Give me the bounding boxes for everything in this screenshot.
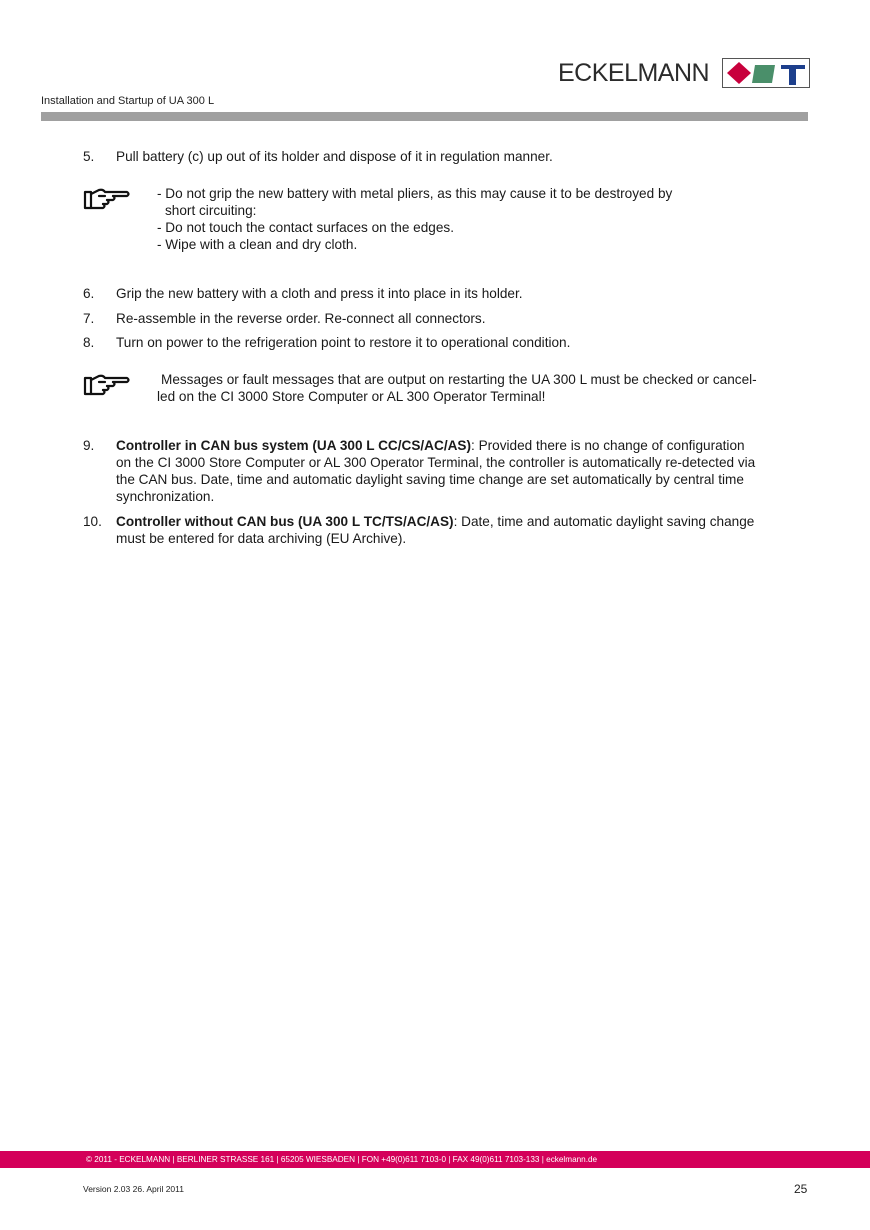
step-9 [83, 437, 813, 505]
note-line: - Do not grip the new battery with metal pliers, as this may cause it to be destroyed by [157, 186, 673, 201]
footer-address: © 2011 - ECKELMANN | BERLINER STRASSE 161 | 65205 WIESBADEN | FON +49(0)611 7103-0 | FAX 49(0)611 7103-133 | eckelmann.de [86, 1155, 598, 1164]
step-heading: Controller without CAN bus (UA 300 L TC/TS/AC/AS) [116, 514, 454, 529]
note-line: - Do not touch the contact surfaces on the edges. [157, 220, 454, 235]
step-text-line: : Date, time and automatic daylight saving change [453, 514, 755, 529]
note-line: short circuiting: [165, 203, 257, 218]
pointing-hand-icon [83, 372, 131, 398]
step-text [116, 513, 813, 547]
pointing-hand-icon [83, 186, 131, 212]
step-8 [83, 334, 813, 351]
step-5 [83, 148, 813, 165]
document-title: Installation and Startup of UA 300 L [41, 95, 215, 107]
step-text [116, 437, 813, 505]
page-number: 25 [794, 1182, 808, 1196]
step-heading: Controller in CAN bus system (UA 300 L CC/CS/AC/AS) [116, 438, 472, 453]
step-number: 9. [83, 438, 95, 453]
step-number: 8. [83, 335, 95, 350]
step-number: 7. [83, 311, 95, 326]
note-line: Messages or fault messages that are output on restarting the UA 300 L must be checked or cancel- [161, 372, 757, 387]
logo-text: ECKELMANN [558, 59, 710, 87]
step-text: Re-assemble in the reverse order. Re-connect all connectors. [116, 311, 486, 326]
step-text-line: : Provided there is no change of configuration [471, 438, 745, 453]
step-text-line: synchronization. [116, 489, 215, 504]
step-text: Turn on power to the refrigeration point to restore it to operational condition. [116, 335, 571, 350]
footer-address-bar [0, 1151, 870, 1168]
step-7 [83, 310, 813, 327]
step-text-line: the CAN bus. Date, time and automatic daylight saving time change are set automatically by central time [116, 472, 744, 487]
step-number: 6. [83, 286, 95, 301]
note-fault-messages [157, 371, 757, 405]
step-text-line: must be entered for data archiving (EU Archive). [116, 531, 407, 546]
step-number: 10. [83, 514, 102, 529]
step-6 [83, 285, 813, 302]
step-10 [83, 513, 813, 547]
logo-squares-icon [722, 58, 810, 88]
step-text-line: on the CI 3000 Store Computer or AL 300 Operator Terminal, the controller is automatically re-detected via [116, 455, 756, 470]
header-rule [41, 112, 808, 121]
version-info: Version 2.03 26. April 2011 [83, 1184, 184, 1194]
note-line: - Wipe with a clean and dry cloth. [157, 237, 358, 252]
note-line: led on the CI 3000 Store Computer or AL 300 Operator Terminal! [157, 389, 546, 404]
step-text: Grip the new battery with a cloth and press it into place in its holder. [116, 286, 523, 301]
step-number: 5. [83, 149, 95, 164]
eckelmann-logo [558, 58, 709, 88]
step-text: Pull battery (c) up out of its holder and dispose of it in regulation manner. [116, 149, 553, 164]
note-battery-handling [157, 185, 672, 253]
